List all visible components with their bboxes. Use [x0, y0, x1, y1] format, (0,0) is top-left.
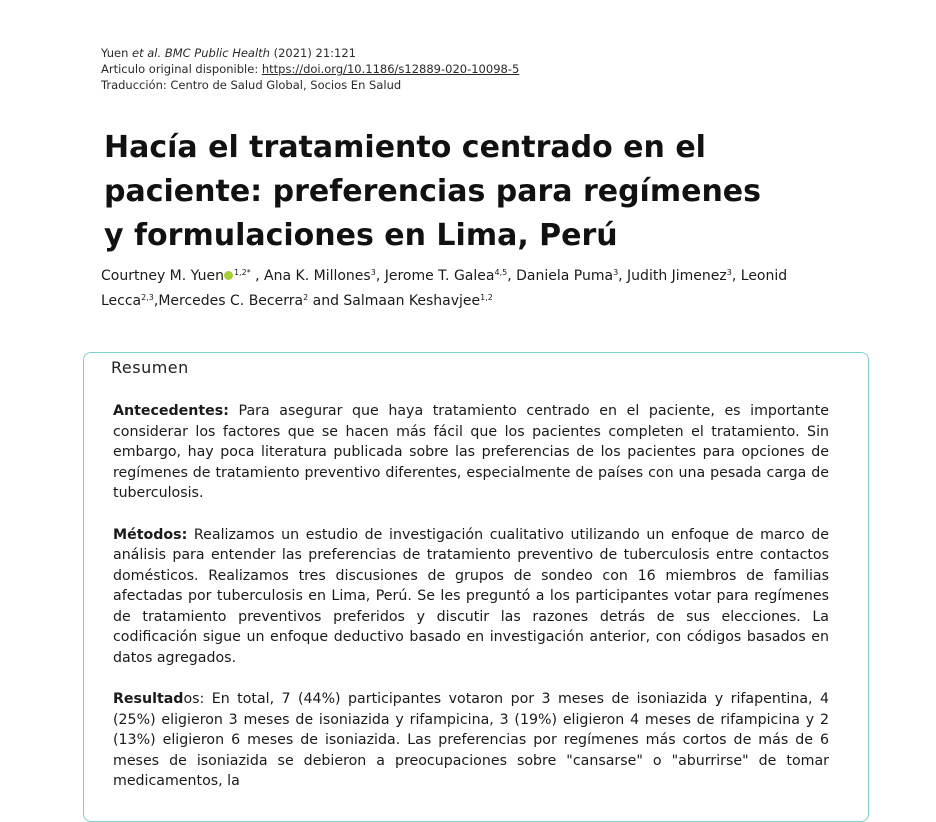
- citation-journal: BMC Public Health: [164, 46, 270, 60]
- author-name: , Judith Jimenez: [618, 268, 727, 284]
- author-list: [101, 262, 861, 312]
- author-name: , Jerome T. Galea: [375, 268, 495, 284]
- results-text: En total, 7 (44%) participantes votaron por 3 meses de isoniazida y rifapentina, 4 (25%) eligieron 3 meses de isoniazida y rifampicina, 3 (19%) eligieron 4 meses de rifampicina y 2 (13%) eligieron 6 meses de isoniazida. Las preferencias por regímenes más cortos de más de 6 meses de isoniazida se debieron a preocupaciones sobre "cansarse" o "aburrirse" de tomar medicamentos, la: [113, 691, 829, 789]
- results-label-rest: os:: [183, 691, 205, 707]
- author-affiliation: 2: [303, 293, 309, 302]
- abstract-heading: Resumen: [111, 358, 189, 377]
- author-name: and Salmaan Keshavjee: [308, 293, 481, 309]
- author-name: Lecca: [101, 293, 142, 309]
- background-text: Para asegurar que haya tratamiento centrado en el paciente, es importante considerar los factores que se hacen más fácil que los pacientes completen el tratamiento. Sin embargo, hay poca literatura publicada sobre las preferencias de los pacientes para opciones de regímenes de tratamiento preventivo diferentes, especialmente de países con una pesada carga de tuberculosis.: [113, 403, 829, 501]
- author-name: , Leonid: [731, 268, 788, 284]
- citation-etal: et al.: [132, 46, 162, 60]
- author-name: , Ana K. Millones: [250, 268, 371, 284]
- original-article-label: Articulo original disponible:: [101, 62, 262, 76]
- author-affiliation: 3: [613, 268, 619, 277]
- author-line-1: [101, 262, 861, 287]
- title-line-2: paciente: preferencias para regímenes: [104, 174, 762, 209]
- author-affiliation: 1,2*: [233, 268, 251, 277]
- citation-volume: (2021) 21:121: [269, 46, 356, 60]
- citation-header: [101, 45, 519, 93]
- title-line-3: y formulaciones en Lima, Perú: [104, 218, 618, 253]
- author-affiliation: 4,5: [494, 268, 508, 277]
- author-name: , Daniela Puma: [507, 268, 614, 284]
- doi-link[interactable]: https://doi.org/10.1186/s12889-020-10098-5: [261, 62, 520, 76]
- author-affiliation: 1,2: [480, 293, 493, 302]
- author-line-2: [101, 287, 861, 312]
- orcid-icon[interactable]: [224, 271, 233, 280]
- original-article-line: [101, 61, 519, 77]
- abstract-methods: [113, 525, 829, 669]
- title-line-1: Hacía el tratamiento centrado en el: [104, 130, 706, 165]
- author-name: ,Mercedes C. Becerra: [153, 293, 304, 309]
- author-affiliation: 3: [370, 268, 376, 277]
- citation-authors: Yuen: [101, 46, 133, 60]
- results-label: Resultad: [113, 691, 184, 707]
- abstract-body: [113, 401, 829, 813]
- article-title: [104, 126, 804, 258]
- translation-credit: Traducción: Centro de Salud Global, Socios En Salud: [101, 78, 402, 92]
- author-affiliation: 2,3: [141, 293, 154, 302]
- abstract-results: [113, 689, 829, 792]
- abstract-background: [113, 401, 829, 504]
- author-affiliation: 3: [726, 268, 732, 277]
- citation-line: [101, 45, 519, 61]
- methods-text: Realizamos un estudio de investigación cualitativo utilizando un enfoque de marco de análisis para entender las preferencias de tratamiento preventivo de tuberculosis entre contactos domésticos. Realizamos tres discusiones de grupos de sondeo con 16 miembros de familias afectadas por tuberculosis en Lima, Perú. Se les preguntó a los participantes votar para regímenes de tratamiento preventivos preferidos y discutir las razones detrás de sus elecciones. La codificación sigue un enfoque deductivo basado en investigación anterior, con códigos basados en datos agregados.: [113, 526, 829, 666]
- author-name: Courtney M. Yuen: [101, 268, 224, 284]
- methods-label: Métodos:: [113, 526, 188, 543]
- background-label: Antecedentes:: [113, 403, 229, 419]
